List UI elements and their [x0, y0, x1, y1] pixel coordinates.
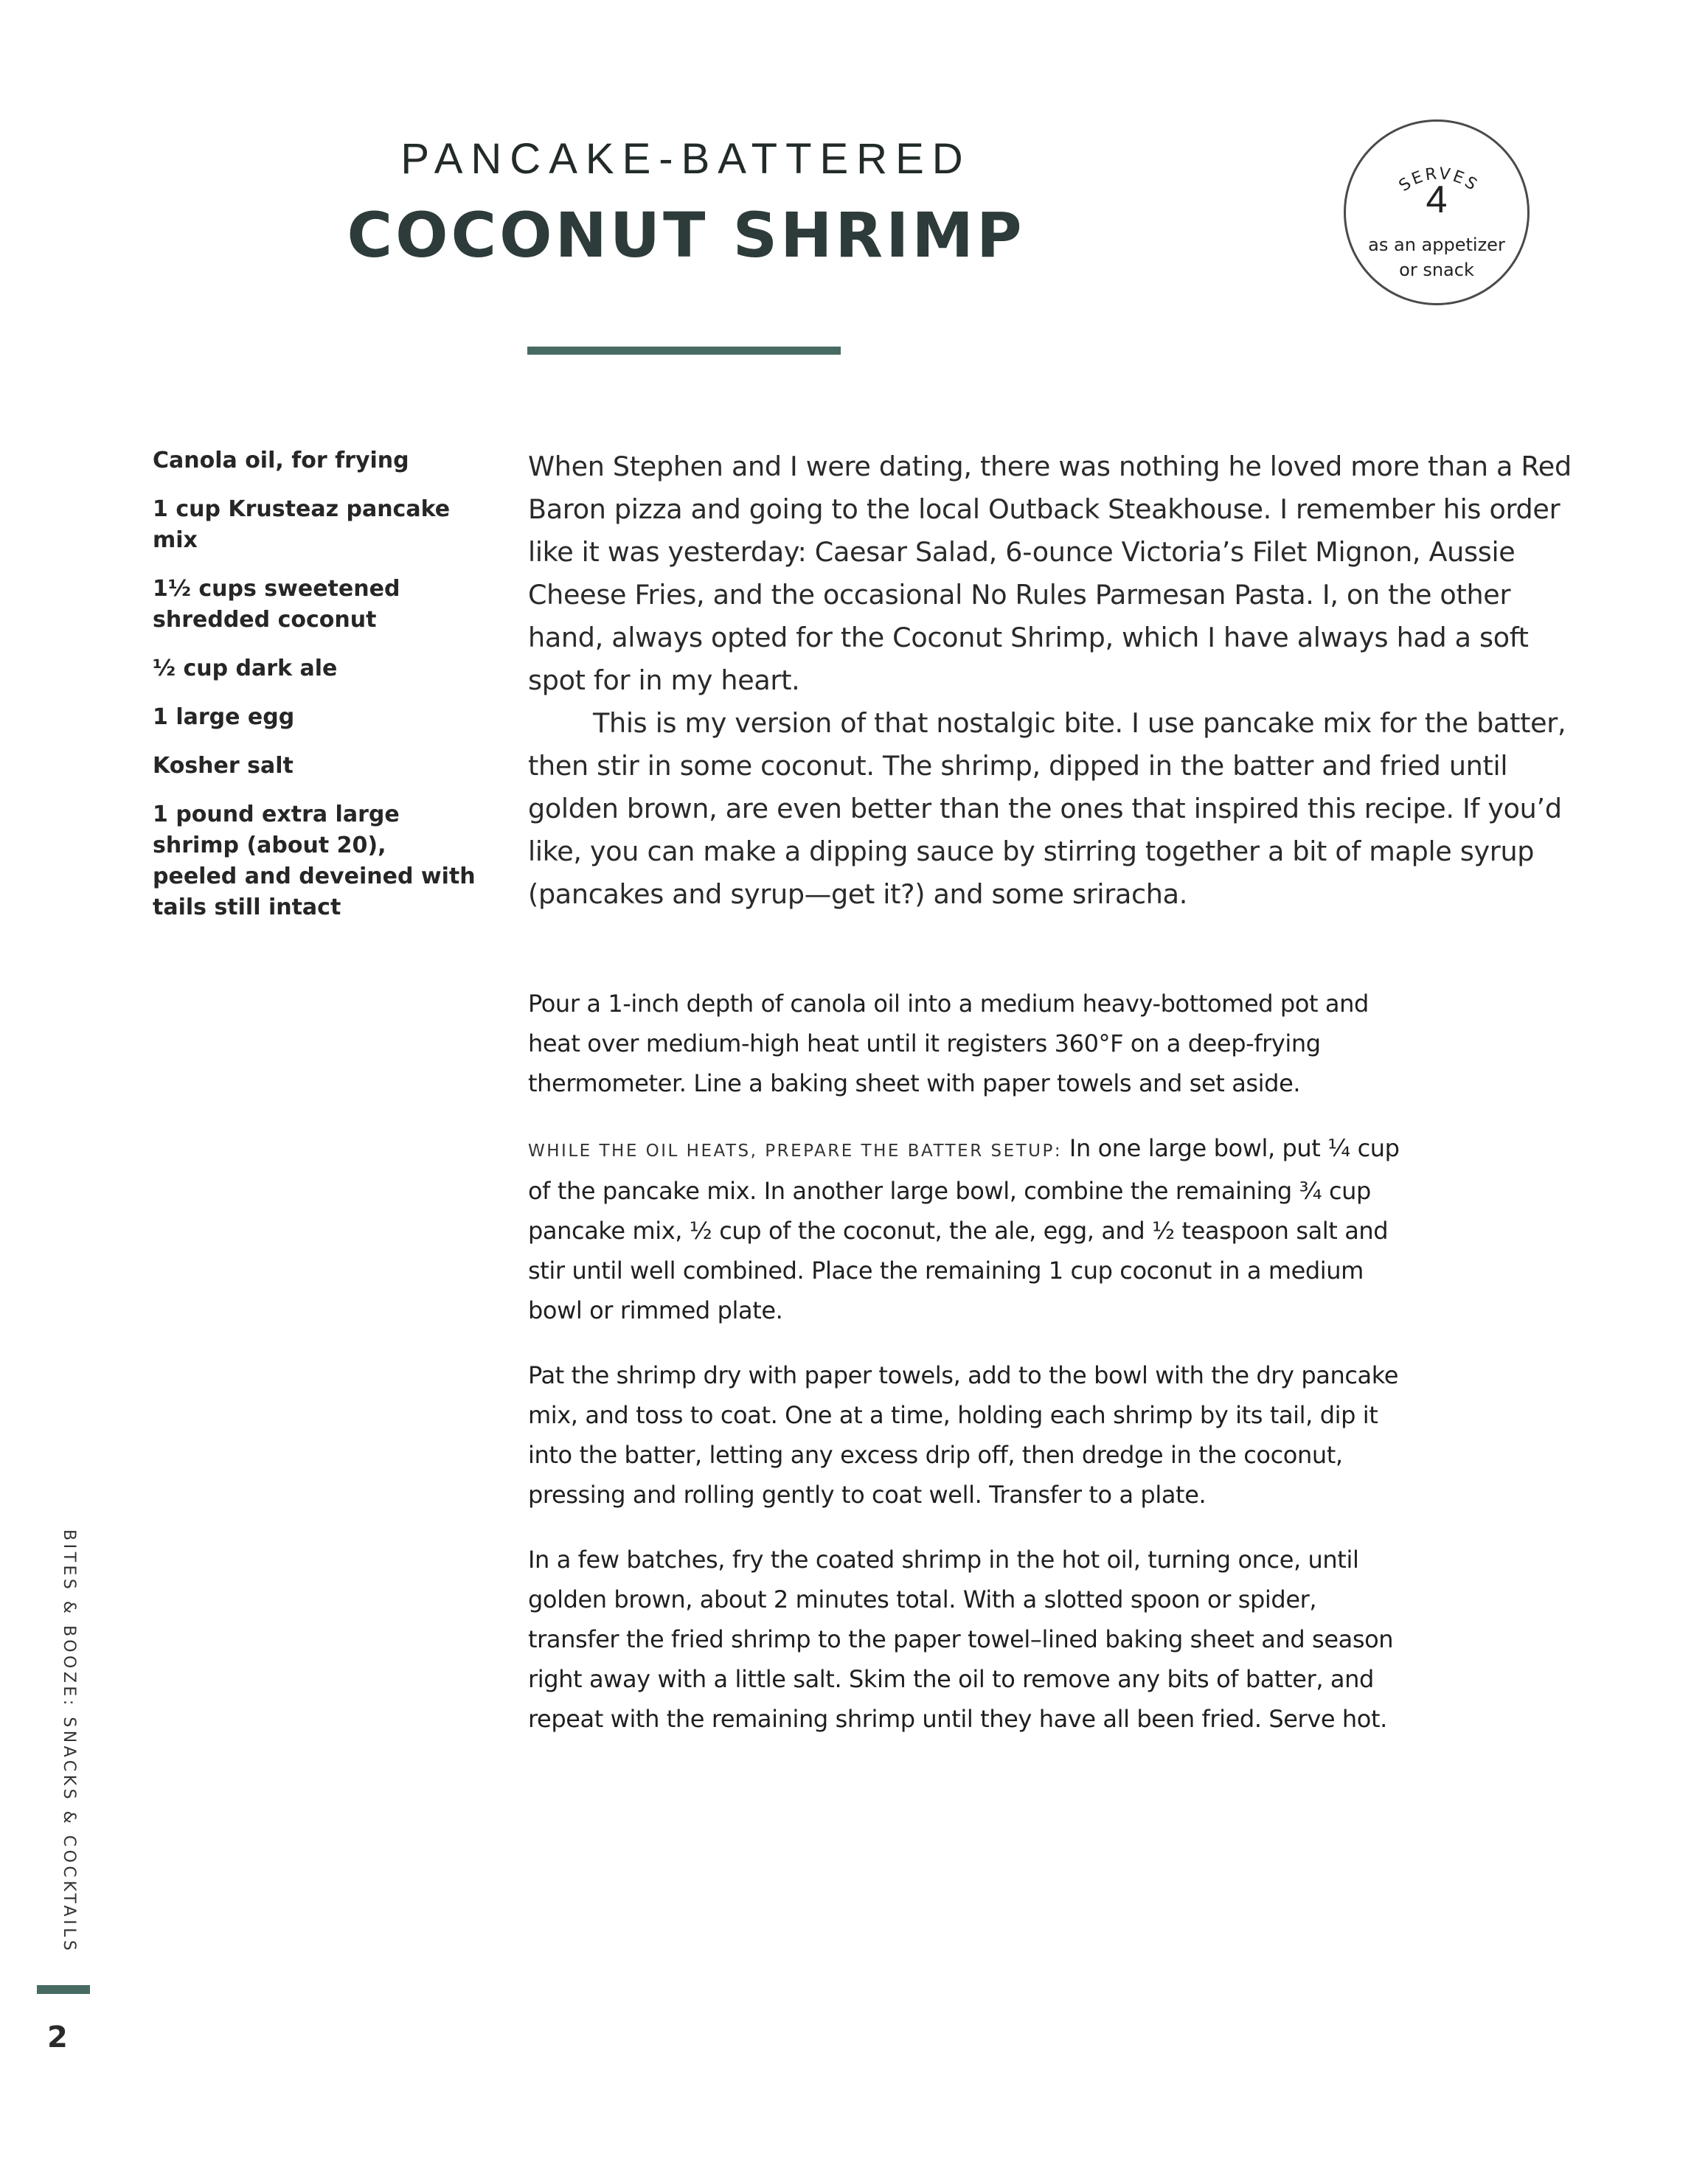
recipe-method [528, 984, 1406, 1764]
ingredient-item: Kosher salt [153, 753, 294, 779]
ingredient-item: 1 cup Krusteaz pancake mix [153, 496, 451, 553]
intro-paragraph: When Stephen and I were dating, there was nothing he loved more than a Red Baron pizza and going to the local Outback Steakhouse. I remember his order like it was yesterday: Caesar Salad, 6-ounce Victoria’s Filet Mignon, Aussie Cheese Fries, and the occasional No Rules Parmesan Pasta. I, on the other hand, always opted for the Coconut Shrimp, which I have always had a soft spot for in my heart. [528, 451, 1572, 696]
title-divider [527, 347, 841, 355]
method-step: Pour a 1-inch depth of canola oil into a medium heavy-bottomed pot and heat over medium-high heat until it registers 360°F on a deep-frying thermometer. Line a baking sheet with paper towels and set aside. [528, 990, 1369, 1097]
serves-desc-line: as an appetizer [1368, 234, 1505, 255]
serves-count: 4 [1426, 178, 1448, 221]
ingredient-item: 1 large egg [153, 704, 295, 730]
step-text: In one large bowl, put ¼ cup of the pancake mix. In another large bowl, combine the remaining ¾ cup pancake mix, ½ cup of the coconut, the ale, egg, and ½ teaspoon salt and stir until well combined. Place the remaining 1 cup coconut in a medium bowl or rimmed plate. [528, 1134, 1400, 1324]
section-caption: BITES & BOOZE: SNACKS & COCKTAILS [60, 1529, 78, 1954]
serves-badge [1344, 119, 1530, 305]
ingredient-item: 1 pound extra large shrimp (about 20), peeled and deveined with tails still intact [153, 802, 476, 920]
intro-paragraph: This is my version of that nostalgic bite. I use pancake mix for the batter, then stir in some coconut. The shrimp, dipped in the batter and fried until golden brown, are even better than the ones that inspired this recipe. If you’d like, you can make a dipping sauce by stirring together a bit of maple syrup (pancakes and syrup—get it?) and some sriracha. [528, 707, 1566, 910]
method-step [528, 1128, 1406, 1330]
ingredient-item: ½ cup dark ale [153, 656, 338, 681]
svg-text:SERVES: SERVES [1395, 164, 1482, 196]
serves-description [1346, 232, 1527, 282]
page-number: 2 [47, 2021, 68, 2054]
method-step: Pat the shrimp dry with paper towels, add to the bowl with the dry pancake mix, and toss to coat. One at a time, holding each shrimp by its tail, dip it into the batter, letting any excess drip off, then dredge in the coconut, pressing and rolling gently to coat well. Transfer to a plate. [528, 1361, 1399, 1509]
ingredient-item: Canola oil, for frying [153, 448, 409, 473]
step-lead-in: WHILE THE OIL HEATS, PREPARE THE BATTER SETUP: [528, 1142, 1063, 1161]
recipe-title: COCONUT SHRIMP [347, 199, 1025, 271]
ingredient-list [153, 445, 477, 941]
recipe-kicker: PANCAKE-BATTERED [400, 135, 971, 183]
recipe-introduction [528, 445, 1590, 916]
ingredient-item: 1½ cups sweetened shredded coconut [153, 576, 400, 633]
footer-divider [37, 1985, 90, 1994]
method-step: In a few batches, fry the coated shrimp in the hot oil, turning once, until golden brown, about 2 minutes total. With a slotted spoon or spider, transfer the fried shrimp to the paper towel–lined baking sheet and season right away with a little salt. Skim the oil to remove any bits of batter, and repeat with the remaining shrimp until they have all been fried. Serve hot. [528, 1546, 1394, 1733]
serves-desc-line: or snack [1399, 260, 1474, 280]
